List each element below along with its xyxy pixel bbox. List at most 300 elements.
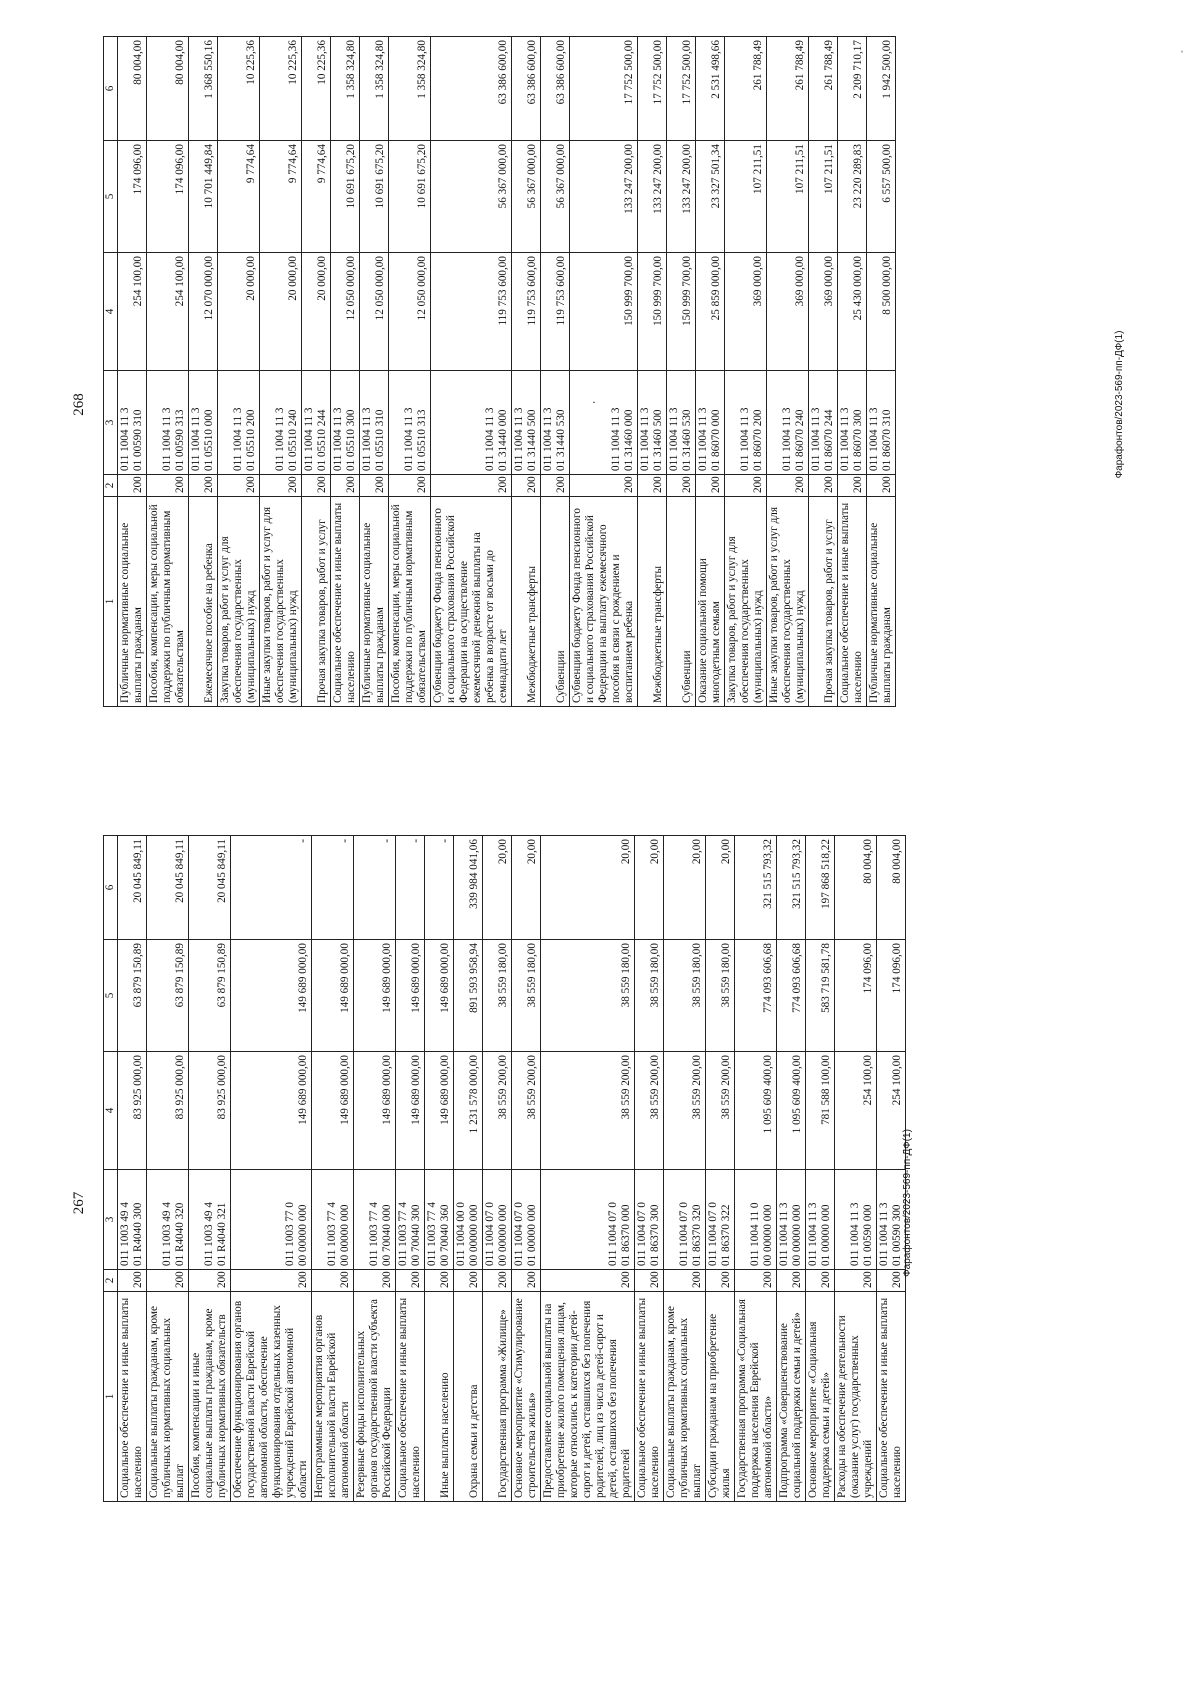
row-col5-value-cell: 10 691 675,20 <box>331 141 360 253</box>
row-col6-value-cell: 2 209 710,17 <box>838 37 867 141</box>
col-header-3: 3 <box>104 1170 118 1270</box>
row-col6-value-cell: 20,00 <box>706 836 735 940</box>
row-col4-value-cell: 369 000,00 <box>809 253 838 371</box>
row-col6-value-cell: - <box>354 836 396 940</box>
row-classification-code-cell: 011 1003 49 4 01 R4040 321 <box>189 1170 231 1270</box>
page-footer: Фарафонтов/2023-569-пп-ДФ(1) <box>1114 330 1125 479</box>
row-classification-code-cell: 011 1004 11 3 01 00590 300 <box>877 1170 906 1270</box>
row-classification-code-cell: 011 1003 77 0 00 00000 000 <box>231 1170 312 1270</box>
row-col6-value-cell: 1 368 550,16 <box>189 37 218 141</box>
row-name-cell: Резервные фонды исполнительных органов государственной власти субъекта Российской Федерации <box>354 1292 396 1502</box>
row-code-200-cell: 200 <box>735 1270 777 1292</box>
row-col6-value-cell: 1 942 500,00 <box>867 37 896 141</box>
row-col6-value-cell: 63 386 600,00 <box>541 37 570 141</box>
row-name-cell: Межбюджетные трансферты <box>638 497 667 707</box>
row-col4-value-cell: 150 999 700,00 <box>667 253 696 371</box>
row-code-200-cell: 200 <box>302 475 331 497</box>
row-name-cell: Пособия, компенсации и иные социальные выплаты гражданам, кроме публичных нормативных обязательств <box>189 1292 231 1502</box>
row-classification-code-cell: 011 1004 07 0 00 00000 000 <box>483 1170 512 1270</box>
row-name-cell: Публичные нормативные социальные выплаты гражданам <box>867 497 896 707</box>
table-row <box>541 836 635 1502</box>
row-col4-value-cell: 25 859 000,00 <box>696 253 725 371</box>
row-code-200-cell: 200 <box>396 1270 425 1292</box>
table-row <box>483 836 512 1502</box>
table-row <box>706 836 735 1502</box>
row-code-200-cell: 200 <box>512 1270 541 1292</box>
row-col5-value-cell: 174 096,00 <box>877 940 906 1052</box>
row-col6-value-cell: 10 225,36 <box>260 37 302 141</box>
page-number: 268 <box>71 393 87 416</box>
table-row <box>360 37 389 707</box>
row-col5-value-cell: 38 559 180,00 <box>706 940 735 1052</box>
col-header-6: 6 <box>104 836 118 940</box>
row-name-cell: Социальное обеспечение и иные выплаты населению <box>877 1292 906 1502</box>
row-classification-code-cell: 011 1004 11 3 01 86070 300 <box>838 371 867 475</box>
row-col4-value-cell: 119 753 600,00 <box>431 253 512 371</box>
row-code-200-cell: 200 <box>638 475 667 497</box>
row-name-cell: Субвенции <box>541 497 570 707</box>
row-col5-value-cell: 38 559 180,00 <box>635 940 664 1052</box>
table-body <box>118 37 896 707</box>
row-col5-value-cell: 38 559 180,00 <box>483 940 512 1052</box>
row-name-cell: Основное мероприятие «Стимулирование строительства жилья» <box>512 1292 541 1502</box>
row-col6-value-cell: 20,00 <box>512 836 541 940</box>
row-col4-value-cell: 1 231 578 000,00 <box>454 1052 483 1170</box>
row-col4-value-cell: 12 070 000,00 <box>189 253 218 371</box>
row-col4-value-cell: 38 559 200,00 <box>664 1052 706 1170</box>
row-col6-value-cell: - <box>425 836 454 940</box>
row-name-cell: Социальное обеспечение и иные выплаты населению <box>635 1292 664 1502</box>
row-code-200-cell: 200 <box>835 1270 877 1292</box>
row-col5-value-cell: 9 774,64 <box>218 141 260 253</box>
row-col4-value-cell: 254 100,00 <box>877 1052 906 1170</box>
table-row <box>118 836 147 1502</box>
col-header-6: 6 <box>104 37 118 141</box>
table-row <box>725 37 767 707</box>
row-col4-value-cell: 254 100,00 <box>147 253 189 371</box>
row-classification-code-cell: 011 1003 77 4 00 70040 000 <box>354 1170 396 1270</box>
row-col5-value-cell: 10 701 449,84 <box>189 141 218 253</box>
row-name-cell: Пособия, компенсации, меры социальной поддержки по публичным нормативным обязательствам <box>389 497 431 707</box>
row-code-200-cell: 200 <box>725 475 767 497</box>
row-name-cell: Пособия, компенсации, меры социальной поддержки по публичным нормативным обязательствам <box>147 497 189 707</box>
table-row <box>667 37 696 707</box>
row-col6-value-cell: 17 752 500,00 <box>667 37 696 141</box>
row-name-cell: Иные выплаты населению <box>425 1292 454 1502</box>
row-col5-value-cell: 63 879 150,89 <box>189 940 231 1052</box>
table-row <box>218 37 260 707</box>
row-col5-value-cell: 10 691 675,20 <box>360 141 389 253</box>
row-col5-value-cell: 56 367 000,00 <box>541 141 570 253</box>
row-col6-value-cell: 20 045 849,11 <box>118 836 147 940</box>
row-classification-code-cell: 011 1004 11 3 01 86070 000 <box>696 371 725 475</box>
row-col6-value-cell: 20,00 <box>635 836 664 940</box>
table-body <box>118 836 906 1502</box>
row-classification-code-cell: 011 1004 11 3 01 05510 200 <box>218 371 260 475</box>
row-col6-value-cell: 197 868 518,22 <box>806 836 835 940</box>
row-code-200-cell: 200 <box>541 1270 635 1292</box>
row-classification-code-cell: 011 1004 11 3 01 00590 000 <box>835 1170 877 1270</box>
row-col6-value-cell: 20 045 849,11 <box>189 836 231 940</box>
row-col4-value-cell: 38 559 200,00 <box>483 1052 512 1170</box>
row-name-cell: Публичные нормативные социальные выплаты гражданам <box>360 497 389 707</box>
row-name-cell: Социальное обеспечение и иные выплаты населению <box>331 497 360 707</box>
row-classification-code-cell: 011 1003 77 4 00 00000 000 <box>312 1170 354 1270</box>
row-classification-code-cell: 011 1004 11 3 01 31440 500 <box>512 371 541 475</box>
row-code-200-cell: 200 <box>806 1270 835 1292</box>
row-col5-value-cell: 774 093 606,68 <box>735 940 777 1052</box>
row-col5-value-cell: 133 247 200,00 <box>570 141 638 253</box>
col-header-1: 1 <box>104 1292 118 1502</box>
row-col5-value-cell: 174 096,00 <box>147 141 189 253</box>
row-name-cell: Государственная программа «Жилище» <box>483 1292 512 1502</box>
row-col5-value-cell: 38 559 180,00 <box>664 940 706 1052</box>
table-row <box>541 37 570 707</box>
col-header-2: 2 <box>104 1270 118 1292</box>
row-name-cell: Закупка товаров, работ и услуг для обеспечения государственных (муниципальных) нужд <box>725 497 767 707</box>
table-row <box>835 836 877 1502</box>
row-col6-value-cell: 17 752 500,00 <box>570 37 638 141</box>
row-col5-value-cell: 38 559 180,00 <box>541 940 635 1052</box>
row-code-200-cell: 200 <box>809 475 838 497</box>
row-name-cell: Иные закупки товаров, работ и услуг для обеспечения государственных (муниципальных) нужд <box>767 497 809 707</box>
row-name-cell: Субвенции бюджету Фонда пенсионного и социального страхования Российской Федерации на выплату ежемесячного пособия в связи с рождением и воспитанием ребенка <box>570 497 638 707</box>
row-name-cell: Социальное обеспечение и иные выплаты населению <box>396 1292 425 1502</box>
row-code-200-cell: 200 <box>218 475 260 497</box>
row-col6-value-cell: 20,00 <box>541 836 635 940</box>
budget-table <box>103 835 906 1502</box>
scan-speck: ˈ <box>1180 48 1184 62</box>
row-classification-code-cell: 011 1004 11 3 01 05510 300 <box>331 371 360 475</box>
row-col6-value-cell: - <box>312 836 354 940</box>
row-classification-code-cell: 011 1004 11 3 01 31460 500 <box>638 371 667 475</box>
row-col4-value-cell: 38 559 200,00 <box>706 1052 735 1170</box>
budget-table <box>103 36 896 707</box>
table-row <box>118 37 147 707</box>
row-code-200-cell: 200 <box>431 475 512 497</box>
row-col5-value-cell: 107 211,51 <box>809 141 838 253</box>
row-code-200-cell: 200 <box>706 1270 735 1292</box>
row-col5-value-cell: 149 689 000,00 <box>354 940 396 1052</box>
table-row <box>635 836 664 1502</box>
row-code-200-cell: 200 <box>231 1270 312 1292</box>
col-header-4: 4 <box>104 1052 118 1170</box>
table-row <box>735 836 777 1502</box>
table-row <box>696 37 725 707</box>
row-col6-value-cell: 20,00 <box>483 836 512 940</box>
row-code-200-cell: 200 <box>118 1270 147 1292</box>
table-row <box>809 37 838 707</box>
row-col5-value-cell: 891 593 958,94 <box>454 940 483 1052</box>
row-col6-value-cell: 17 752 500,00 <box>638 37 667 141</box>
page-267 <box>71 839 913 1502</box>
table-row <box>664 836 706 1502</box>
row-name-cell: Закупка товаров, работ и услуг для обеспечения государственных (муниципальных) нужд <box>218 497 260 707</box>
row-classification-code-cell: 011 1004 11 3 01 05510 000 <box>189 371 218 475</box>
row-col5-value-cell: 23 327 501,34 <box>696 141 725 253</box>
row-classification-code-cell: 011 1004 07 0 01 86370 000 <box>541 1170 635 1270</box>
row-col4-value-cell: 119 753 600,00 <box>512 253 541 371</box>
row-col4-value-cell: 83 925 000,00 <box>147 1052 189 1170</box>
row-code-200-cell: 200 <box>189 1270 231 1292</box>
row-name-cell: Субсидии гражданам на приобретение жилья <box>706 1292 735 1502</box>
row-col6-value-cell: 1 358 324,80 <box>389 37 431 141</box>
row-col4-value-cell: 254 100,00 <box>835 1052 877 1170</box>
row-classification-code-cell: 011 1004 11 3 01 86070 244 <box>809 371 838 475</box>
table-row <box>147 836 189 1502</box>
row-col4-value-cell: 38 559 200,00 <box>541 1052 635 1170</box>
row-code-200-cell: 200 <box>777 1270 806 1292</box>
row-classification-code-cell: 011 1004 11 3 01 05510 240 <box>260 371 302 475</box>
row-name-cell: Предоставление социальной выплаты на приобретение жилого помещения лицам, которые относились к категории детей-сирот и детей, оставшихся без попечения родителей, лиц из числа детей-сирот и детей, оставшихся без попечения родителей <box>541 1292 635 1502</box>
header-row <box>104 836 118 1502</box>
table-row <box>638 37 667 707</box>
row-col5-value-cell: 63 879 150,89 <box>147 940 189 1052</box>
row-code-200-cell: 200 <box>664 1270 706 1292</box>
row-col4-value-cell: 20 000,00 <box>302 253 331 371</box>
row-col4-value-cell: 254 100,00 <box>118 253 147 371</box>
row-name-cell: Социальное обеспечение и иные выплаты населению <box>118 1292 147 1502</box>
row-col5-value-cell: 149 689 000,00 <box>312 940 354 1052</box>
row-col6-value-cell: 321 515 793,32 <box>735 836 777 940</box>
row-col5-value-cell: 174 096,00 <box>835 940 877 1052</box>
row-col4-value-cell: 149 689 000,00 <box>231 1052 312 1170</box>
row-name-cell: Основное мероприятие «Социальная поддержка семьи и детей» <box>806 1292 835 1502</box>
row-code-200-cell: 200 <box>667 475 696 497</box>
scan-speck: · <box>592 395 596 409</box>
row-col4-value-cell: 38 559 200,00 <box>635 1052 664 1170</box>
table-row <box>767 37 809 707</box>
row-col5-value-cell: 174 096,00 <box>118 141 147 253</box>
row-col5-value-cell: 9 774,64 <box>302 141 331 253</box>
row-col6-value-cell: 80 004,00 <box>147 37 189 141</box>
row-name-cell: Социальные выплаты гражданам, кроме публичных нормативных социальных выплат <box>147 1292 189 1502</box>
row-col6-value-cell: - <box>396 836 425 940</box>
row-col4-value-cell: 369 000,00 <box>767 253 809 371</box>
row-col5-value-cell: 774 093 606,68 <box>777 940 806 1052</box>
table-row <box>512 836 541 1502</box>
row-col5-value-cell: 23 220 289,83 <box>838 141 867 253</box>
row-classification-code-cell: 011 1004 11 3 01 31460 000 <box>570 371 638 475</box>
row-classification-code-cell: 011 1004 11 3 00 00000 000 <box>777 1170 806 1270</box>
row-name-cell: Охрана семьи и детства <box>454 1292 483 1502</box>
row-name-cell: Социальные выплаты гражданам, кроме публичных нормативных социальных выплат <box>664 1292 706 1502</box>
row-col5-value-cell: 56 367 000,00 <box>512 141 541 253</box>
row-col4-value-cell: 150 999 700,00 <box>570 253 638 371</box>
row-classification-code-cell: 011 1004 07 0 01 86370 320 <box>664 1170 706 1270</box>
row-classification-code-cell: 011 1004 11 3 01 86070 310 <box>867 371 896 475</box>
row-code-200-cell: 200 <box>838 475 867 497</box>
row-name-cell: Иные закупки товаров, работ и услуг для обеспечения государственных (муниципальных) нужд <box>260 497 302 707</box>
row-col6-value-cell: 63 386 600,00 <box>512 37 541 141</box>
row-classification-code-cell: 011 1004 07 0 01 00000 000 <box>512 1170 541 1270</box>
row-col5-value-cell: 107 211,51 <box>725 141 767 253</box>
row-name-cell: Расходы на обеспечение деятельности (оказание услуг) государственных учреждений <box>835 1292 877 1502</box>
row-col6-value-cell: 80 004,00 <box>835 836 877 940</box>
row-col4-value-cell: 150 999 700,00 <box>638 253 667 371</box>
table-row <box>454 836 483 1502</box>
row-col6-value-cell: 80 004,00 <box>118 37 147 141</box>
col-header-5: 5 <box>104 940 118 1052</box>
row-col5-value-cell: 56 367 000,00 <box>431 141 512 253</box>
row-classification-code-cell: 011 1004 11 3 01 00000 000 <box>806 1170 835 1270</box>
table-row <box>389 37 431 707</box>
row-col4-value-cell: 1 095 609 400,00 <box>735 1052 777 1170</box>
row-col5-value-cell: 6 557 500,00 <box>867 141 896 253</box>
row-name-cell: Социальное обеспечение и иные выплаты населению <box>838 497 867 707</box>
row-name-cell: Подпрограмма «Совершенствование социальной поддержки семьи и детей» <box>777 1292 806 1502</box>
row-code-200-cell: 200 <box>767 475 809 497</box>
header-row <box>104 37 118 707</box>
row-classification-code-cell: 011 1004 11 3 01 05510 244 <box>302 371 331 475</box>
row-col6-value-cell: 321 515 793,32 <box>777 836 806 940</box>
page-number: 267 <box>71 1191 87 1215</box>
row-col4-value-cell: 12 050 000,00 <box>360 253 389 371</box>
row-col5-value-cell: 149 689 000,00 <box>396 940 425 1052</box>
row-col5-value-cell: 149 689 000,00 <box>231 940 312 1052</box>
row-col4-value-cell: 12 050 000,00 <box>389 253 431 371</box>
row-classification-code-cell: 011 1004 11 3 01 31460 530 <box>667 371 696 475</box>
row-col6-value-cell: 20 045 849,11 <box>147 836 189 940</box>
row-code-200-cell: 200 <box>147 1270 189 1292</box>
row-classification-code-cell: 011 1004 07 0 01 86370 300 <box>635 1170 664 1270</box>
table-row <box>867 37 896 707</box>
row-code-200-cell: 200 <box>696 475 725 497</box>
row-code-200-cell: 200 <box>389 475 431 497</box>
row-col4-value-cell: 8 500 000,00 <box>867 253 896 371</box>
row-name-cell: Межбюджетные трансферты <box>512 497 541 707</box>
row-classification-code-cell: 011 1004 07 0 01 86370 322 <box>706 1170 735 1270</box>
row-col5-value-cell: 9 774,64 <box>260 141 302 253</box>
row-col4-value-cell: 369 000,00 <box>725 253 767 371</box>
row-name-cell: Оказание социальной помощи многодетным семьям <box>696 497 725 707</box>
row-code-200-cell: 200 <box>541 475 570 497</box>
row-col4-value-cell: 12 050 000,00 <box>331 253 360 371</box>
row-classification-code-cell: 011 1004 11 3 01 86070 200 <box>725 371 767 475</box>
row-col5-value-cell: 38 559 180,00 <box>512 940 541 1052</box>
row-code-200-cell: 200 <box>354 1270 396 1292</box>
row-code-200-cell: 200 <box>635 1270 664 1292</box>
row-col4-value-cell: 25 430 000,00 <box>838 253 867 371</box>
row-classification-code-cell: 011 1004 11 3 01 05510 310 <box>360 371 389 475</box>
row-classification-code-cell: 011 1004 11 3 01 05510 313 <box>389 371 431 475</box>
row-code-200-cell: 200 <box>331 475 360 497</box>
row-col5-value-cell: 133 247 200,00 <box>667 141 696 253</box>
table-row <box>838 37 867 707</box>
table-row <box>302 37 331 707</box>
table-row <box>425 836 454 1502</box>
row-col4-value-cell: 149 689 000,00 <box>354 1052 396 1170</box>
row-classification-code-cell: 011 1004 11 0 00 00000 000 <box>735 1170 777 1270</box>
row-classification-code-cell: 011 1004 11 3 01 86070 240 <box>767 371 809 475</box>
table-row <box>189 836 231 1502</box>
row-col6-value-cell: 10 225,36 <box>218 37 260 141</box>
table-row <box>331 37 360 707</box>
row-col4-value-cell: 119 753 600,00 <box>541 253 570 371</box>
row-code-200-cell: 200 <box>877 1270 906 1292</box>
row-classification-code-cell: 011 1003 77 4 00 70040 360 <box>425 1170 454 1270</box>
row-col5-value-cell: 583 719 581,78 <box>806 940 835 1052</box>
row-name-cell: Прочая закупка товаров, работ и услуг <box>302 497 331 707</box>
row-col4-value-cell: 38 559 200,00 <box>512 1052 541 1170</box>
row-col6-value-cell: - <box>231 836 312 940</box>
table-row <box>354 836 396 1502</box>
table-row <box>396 836 425 1502</box>
row-code-200-cell: 200 <box>483 1270 512 1292</box>
row-code-200-cell: 200 <box>360 475 389 497</box>
table-row <box>189 37 218 707</box>
row-classification-code-cell: 011 1004 11 3 01 31440 530 <box>541 371 570 475</box>
row-col4-value-cell: 149 689 000,00 <box>425 1052 454 1170</box>
row-col6-value-cell: 261 788,49 <box>725 37 767 141</box>
row-name-cell: Непрограммные мероприятия органов исполнительной власти Еврейской автономной области <box>312 1292 354 1502</box>
row-col5-value-cell: 133 247 200,00 <box>638 141 667 253</box>
col-header-1: 1 <box>104 497 118 707</box>
table-row <box>147 37 189 707</box>
row-name-cell: Субвенции <box>667 497 696 707</box>
col-header-3: 3 <box>104 371 118 475</box>
row-col6-value-cell: 2 531 498,66 <box>696 37 725 141</box>
row-col6-value-cell: 1 358 324,80 <box>360 37 389 141</box>
row-code-200-cell: 200 <box>867 475 896 497</box>
row-code-200-cell: 200 <box>512 475 541 497</box>
row-name-cell: Субвенции бюджету Фонда пенсионного и социального страхования Российской Федерации на осуществление ежемесячной денежной выплаты на ребенка в возрасте от восьми до семнадцати лет <box>431 497 512 707</box>
row-col4-value-cell: 83 925 000,00 <box>189 1052 231 1170</box>
row-classification-code-cell: 011 1003 49 4 01 R4040 320 <box>147 1170 189 1270</box>
row-col4-value-cell: 781 588 100,00 <box>806 1052 835 1170</box>
row-code-200-cell: 200 <box>454 1270 483 1292</box>
row-classification-code-cell: 011 1004 11 3 01 00590 313 <box>147 371 189 475</box>
row-classification-code-cell: 011 1003 49 4 01 R4040 300 <box>118 1170 147 1270</box>
row-col6-value-cell: 80 004,00 <box>877 836 906 940</box>
row-col6-value-cell: 261 788,49 <box>809 37 838 141</box>
row-col6-value-cell: 261 788,49 <box>767 37 809 141</box>
row-code-200-cell: 200 <box>147 475 189 497</box>
table-row <box>231 836 312 1502</box>
row-name-cell: Обеспечение функционирования органов государственной власти Еврейской автономной области, обеспечение функционирования отдельных казенных учреждений Еврейской автономной области <box>231 1292 312 1502</box>
table-row <box>431 37 512 707</box>
row-col5-value-cell: 107 211,51 <box>767 141 809 253</box>
table-row <box>806 836 835 1502</box>
row-name-cell: Прочая закупка товаров, работ и услуг <box>809 497 838 707</box>
row-classification-code-cell: 011 1003 77 4 00 70040 300 <box>396 1170 425 1270</box>
col-header-4: 4 <box>104 253 118 371</box>
row-classification-code-cell: 011 1004 00 0 00 00000 000 <box>454 1170 483 1270</box>
row-col6-value-cell: 63 386 600,00 <box>431 37 512 141</box>
row-name-cell: Ежемесячное пособие на ребенка <box>189 497 218 707</box>
page-268 <box>71 40 1125 707</box>
row-col4-value-cell: 149 689 000,00 <box>312 1052 354 1170</box>
table-row <box>777 836 806 1502</box>
table-row <box>512 37 541 707</box>
row-code-200-cell: 200 <box>312 1270 354 1292</box>
row-col5-value-cell: 149 689 000,00 <box>425 940 454 1052</box>
row-code-200-cell: 200 <box>570 475 638 497</box>
row-classification-code-cell: 011 1004 11 3 01 00590 310 <box>118 371 147 475</box>
row-code-200-cell: 200 <box>425 1270 454 1292</box>
row-classification-code-cell: 011 1004 11 3 01 31440 000 <box>431 371 512 475</box>
table-row <box>260 37 302 707</box>
row-col6-value-cell: 339 984 041,06 <box>454 836 483 940</box>
row-code-200-cell: 200 <box>189 475 218 497</box>
row-col4-value-cell: 83 925 000,00 <box>118 1052 147 1170</box>
row-col6-value-cell: 20,00 <box>664 836 706 940</box>
row-code-200-cell: 200 <box>118 475 147 497</box>
table-row <box>312 836 354 1502</box>
row-col4-value-cell: 1 095 609 400,00 <box>777 1052 806 1170</box>
row-col6-value-cell: 10 225,36 <box>302 37 331 141</box>
row-col5-value-cell: 10 691 675,20 <box>389 141 431 253</box>
